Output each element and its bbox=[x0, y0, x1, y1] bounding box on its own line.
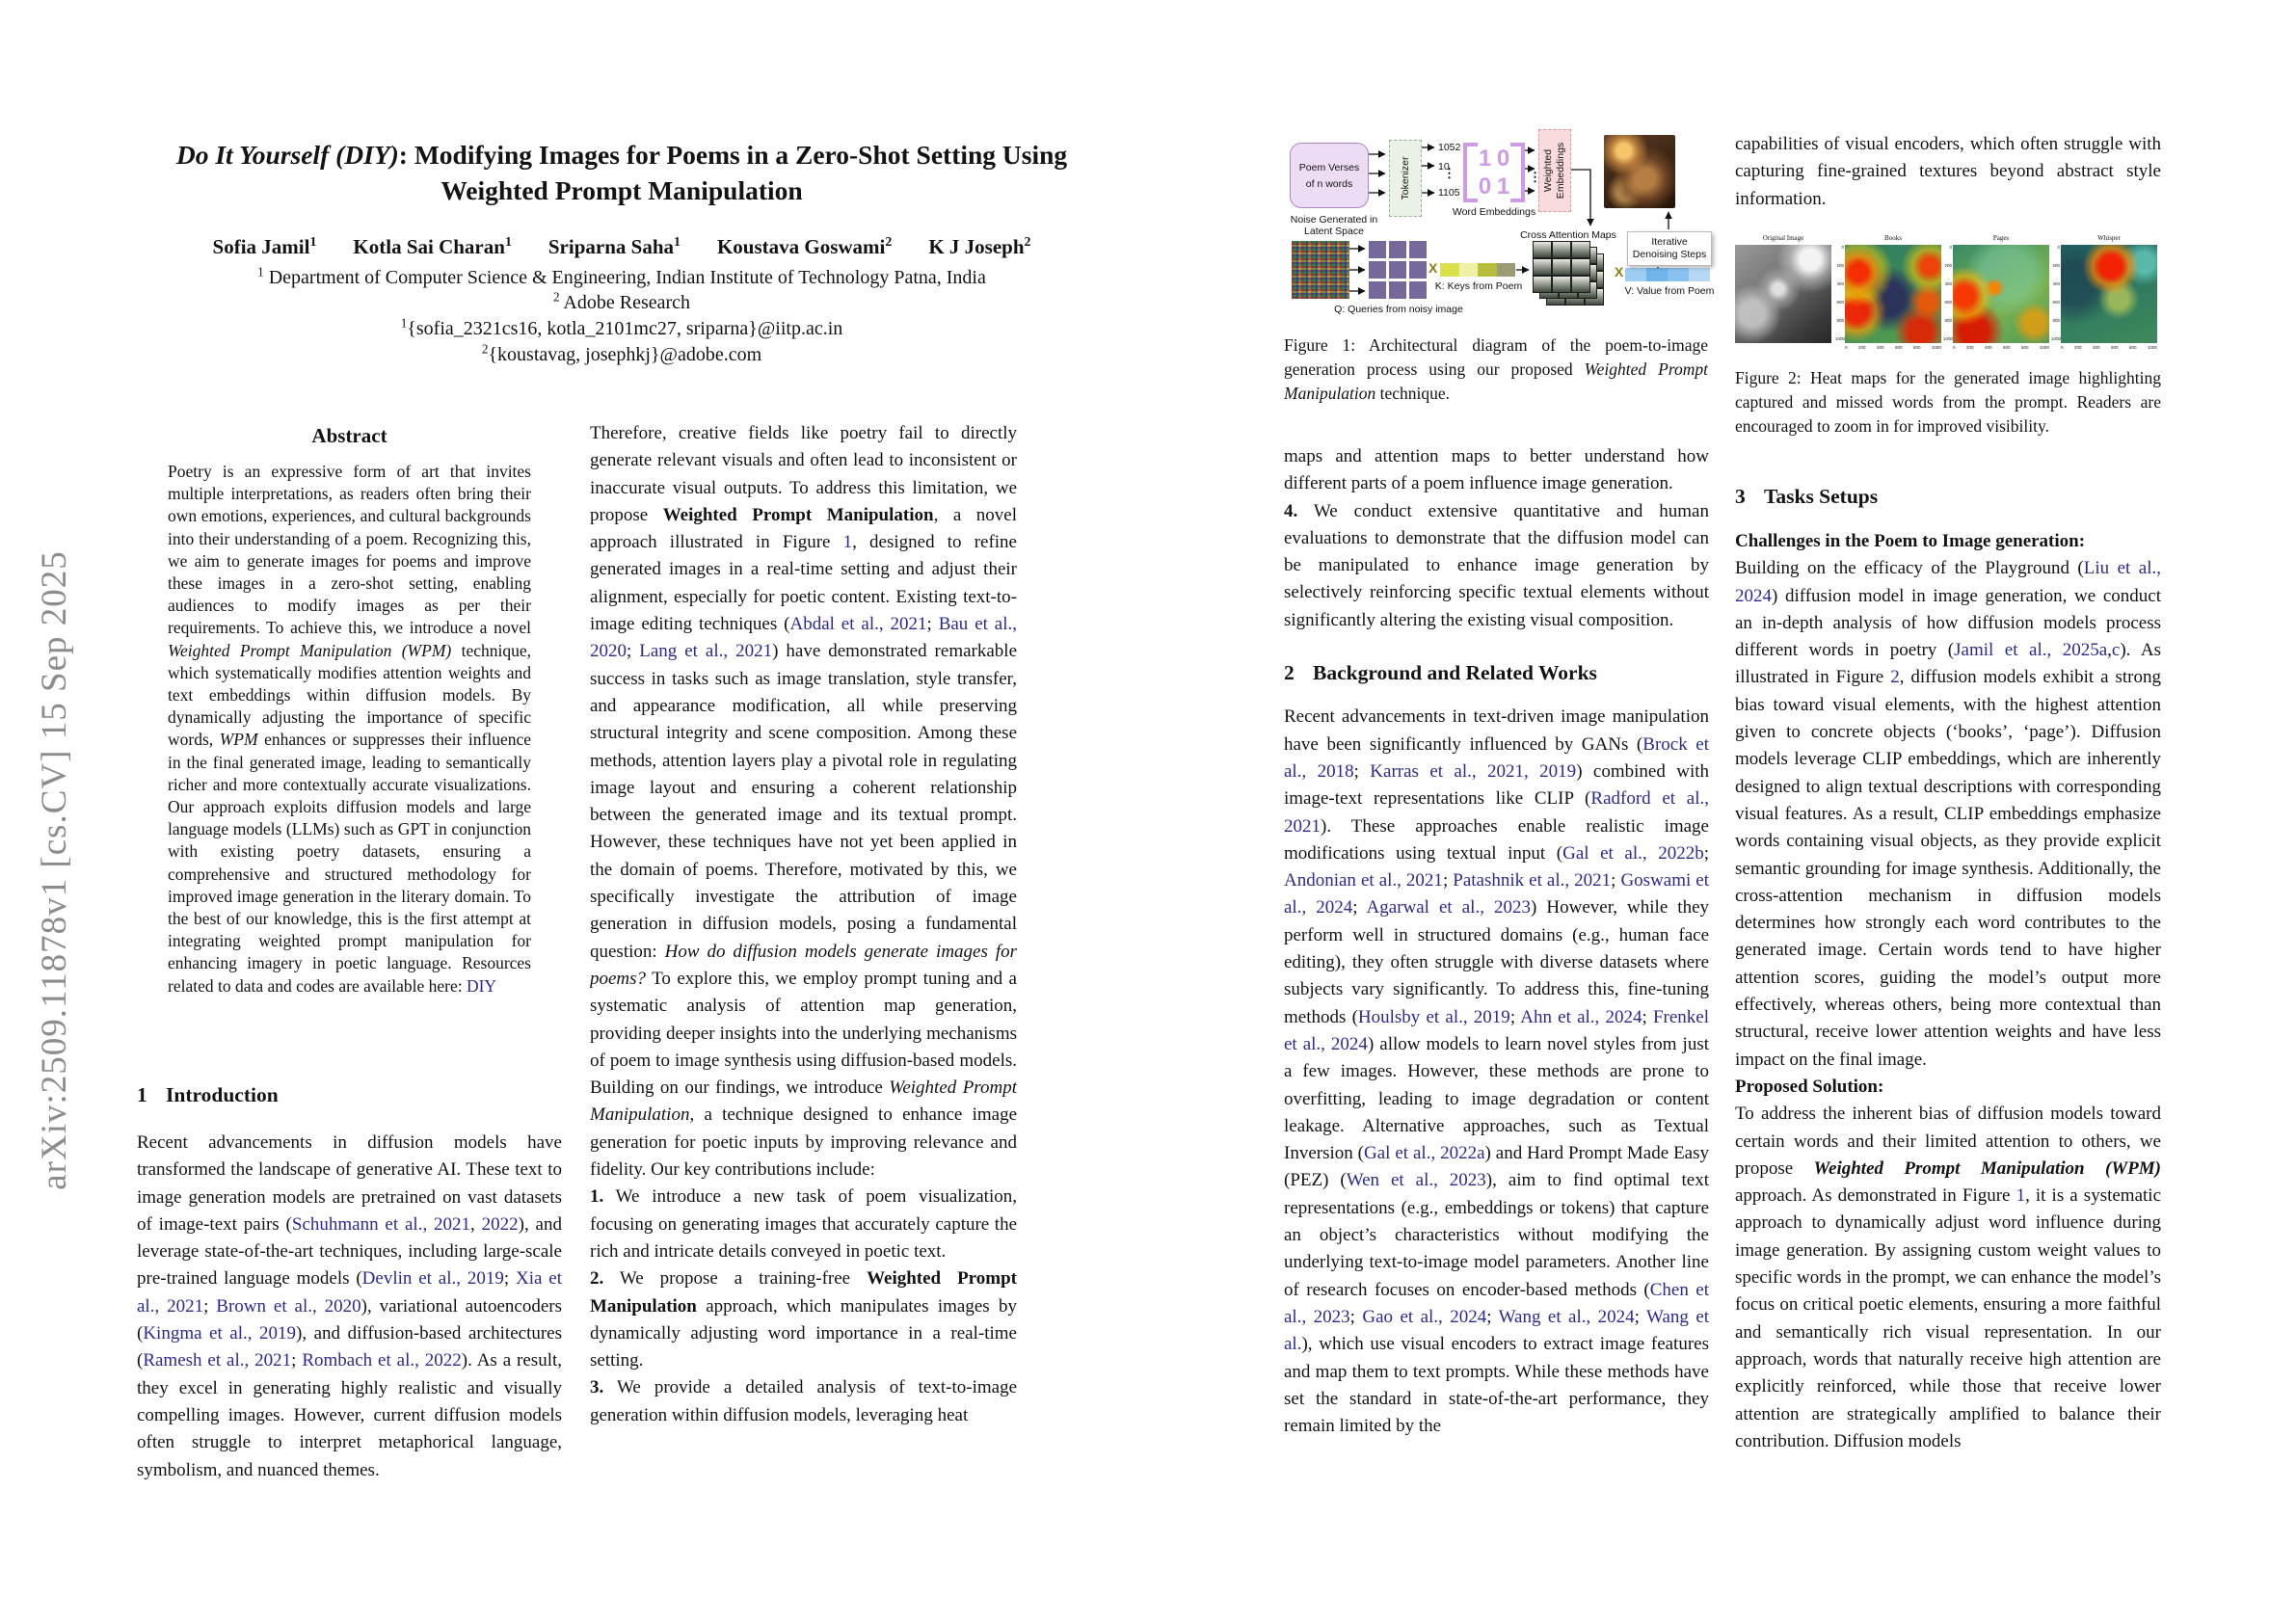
cross-attention-maps bbox=[1533, 241, 1614, 306]
section-2-heading: 2 Background and Related Works bbox=[1284, 661, 1597, 685]
poem-verses-box: Poem Verses of n words bbox=[1290, 143, 1369, 208]
citation-link[interactable]: Jamil et al., 2025a bbox=[1954, 640, 2108, 661]
citation-link[interactable]: c bbox=[2111, 640, 2121, 661]
contribution-4: 4. We conduct extensive quantitative and human evaluations to demonstrate that the diffusion model can be manipulated to enhance image generation by selectively reinforcing specific textual elements without significantly altering the existing visual composition. bbox=[1284, 500, 1709, 630]
challenges-heading: Challenges in the Poem to Image generation: bbox=[1735, 531, 2086, 551]
cross-attention-label: Cross Attention Maps bbox=[1520, 229, 1616, 241]
token-id: 1105 bbox=[1438, 187, 1460, 199]
axis-tick: 0 bbox=[1841, 245, 1844, 250]
contribution-2: 2. We propose a training-free Weighted Prompt Manipulation approach, which manipulates images by dynamically adjusting word importance in a real-time setting. bbox=[590, 1268, 1017, 1371]
abstract-heading: Abstract bbox=[311, 424, 387, 447]
noise-label: Noise Generated in Latent Space bbox=[1290, 214, 1378, 237]
bracket-icon bbox=[1510, 143, 1525, 202]
proposed-solution-heading: Proposed Solution: bbox=[1735, 1076, 1884, 1097]
author: Sofia Jamil$^1$ bbox=[212, 234, 317, 258]
contribution-3: 3. We provide a detailed analysis of text-to-image generation within diffusion models, leveraging heat bbox=[590, 1377, 1017, 1425]
axis-tick: 400 bbox=[2052, 281, 2060, 286]
citation-link[interactable]: Gao et al., 2024 bbox=[1362, 1306, 1487, 1327]
x-axis-ticks bbox=[2061, 345, 2157, 350]
pages-heatmap bbox=[1943, 245, 2049, 350]
axis-tick: 600 bbox=[1944, 300, 1952, 305]
section-3-heading: 3 Tasks Setups bbox=[1735, 485, 1879, 508]
axis-tick: 200 bbox=[2073, 345, 2082, 350]
citation-link[interactable]: 2022 bbox=[481, 1213, 519, 1235]
citation-link[interactable]: Rombach et al., 2022 bbox=[302, 1350, 462, 1371]
axis-tick: 800 bbox=[1836, 318, 1844, 323]
citation-link[interactable]: Xia et al., 2021 bbox=[137, 1268, 562, 1317]
author: Koustava Goswami$^2$ bbox=[716, 234, 893, 258]
citation-link[interactable]: 1 bbox=[842, 532, 853, 553]
axis-tick: 1000 bbox=[2147, 345, 2157, 350]
panel-title: Original Image bbox=[1762, 234, 1804, 242]
word-embeddings-label: Word Embeddings bbox=[1452, 206, 1536, 218]
citation-link[interactable]: Chen et al., 2023 bbox=[1284, 1279, 1709, 1327]
email-line-1: $^1${sofia_2321cs16, kotla_2101mc27, sriparna}@iitp.ac.in bbox=[400, 315, 843, 339]
author: K J Joseph$^2$ bbox=[928, 234, 1031, 258]
affiliation-2: $^2$ Adobe Research bbox=[552, 289, 691, 313]
axis-tick: 1000 bbox=[1931, 345, 1941, 350]
page2-column-2 bbox=[1735, 485, 2161, 1527]
axis-tick: 800 bbox=[2128, 345, 2137, 350]
x-axis-ticks bbox=[1953, 345, 2049, 350]
axis-tick: 400 bbox=[1984, 345, 1992, 350]
axis-tick: 800 bbox=[1912, 345, 1921, 350]
body-paragraph: capabilities of visual encoders, which often struggle with capturing fine-grained textures beyond abstract style information. bbox=[1735, 134, 2161, 209]
email-line-2: $^2${koustavag, josephkj}@adobe.com bbox=[481, 341, 762, 365]
panel-title: Books bbox=[1884, 234, 1902, 242]
iterative-denoising-box: Iterative Denoising Steps bbox=[1627, 231, 1712, 266]
citation-link[interactable]: Ahn et al., 2024 bbox=[1520, 1006, 1642, 1027]
values-bar bbox=[1625, 268, 1710, 281]
citation-link[interactable]: Wang et al. bbox=[1284, 1306, 1709, 1355]
axis-tick: 600 bbox=[2052, 300, 2060, 305]
figure2-panel-pages bbox=[1943, 233, 2049, 350]
citation-link[interactable]: 2 bbox=[1890, 667, 1900, 688]
axis-tick: 200 bbox=[1944, 263, 1952, 268]
axis-tick: 0 bbox=[2061, 345, 2064, 350]
token-id: 10 bbox=[1438, 161, 1450, 173]
axis-tick: 200 bbox=[1857, 345, 1866, 350]
axis-tick: 200 bbox=[1836, 263, 1844, 268]
citation-link[interactable]: Agarwal et al., 2023 bbox=[1366, 897, 1532, 918]
citation-link[interactable]: Andonian et al., 2021 bbox=[1284, 870, 1443, 891]
axis-tick: 200 bbox=[2052, 263, 2060, 268]
citation-link[interactable]: Gal et al., 2022a bbox=[1364, 1143, 1485, 1164]
panel-title: Whisper bbox=[2097, 234, 2121, 242]
ellipsis-icon bbox=[1443, 166, 1455, 181]
body-paragraph: Therefore, creative fields like poetry fail to directly generate relevant visuals and often lead to inconsistent or inaccurate visual outputs. To address this limitation, we propose Weighted Prompt Manipulation, a novel approach illustrated in Figure 1, designed to refine generated images in a real-time setting and adjust their alignment, especially for poetic content. Existing text-to-image editing techniques (Abdal et al., 2021; Bau et al., 2020; Lang et al., 2021) have demonstrated remarkable success in tasks such as image translation, style transfer, and appearance modification, all while preserving structural integrity and scene composition. Among these methods, attention layers play a pivotal role in regulating image layout and ensuring a coherent relationship between the generated image and its textual prompt. However, these techniques have not yet been applied in the domain of poems. Therefore, motivated by this, we specifically investigate the attribution of image generation in diffusion models, posing a fundamental question: How do diffusion models generate images for poems? To explore this, we employ prompt tuning and a systematic analysis of attention map generation, providing deeper insights into the underlying mechanisms of poem to image synthesis using diffusion-based models. Building on our findings, we introduce Weighted Prompt Manipulation, a technique designed to enhance image generation for poetic inputs by improving relevance and fidelity. Our key contributions include: bbox=[590, 423, 1017, 1181]
page1-column-1 bbox=[137, 420, 562, 1586]
citation-link[interactable]: Brown et al., 2020 bbox=[216, 1295, 361, 1317]
paper-title: Do It Yourself (DIY): Modifying Images for Poems in a Zero-Shot Setting Using Weighted Prompt Manipulation bbox=[175, 140, 1068, 205]
citation-link[interactable]: Ramesh et al., 2021 bbox=[143, 1350, 292, 1371]
citation-link[interactable]: Liu et al., 2024 bbox=[1735, 558, 2161, 606]
challenges-paragraph: Building on the efficacy of the Playground (Liu et al., 2024) diffusion model in image generation, we conduct an in-depth analysis of how diffusion models process different words in poetry (Jamil et al., 2025a,c). As illustrated in Figure 2, diffusion models exhibit a strong bias toward visual elements, with the highest attention given to concrete objects (‘books’, ‘page’). Diffusion models leverage CLIP embeddings, which are inherently designed to align textual descriptions with corresponding visual features. As a result, CLIP embeddings emphasize words containing visual objects, as they provide explicit semantic grounding for image synthesis. Additionally, the cross-attention mechanism in diffusion models determines how strongly each word contributes to the generated image. Certain words tend to have higher attention scores, guiding the model’s output more effectively, whereas others, being more contextual than structural, receive lower attention weights and have less impact on the final image. bbox=[1735, 558, 2161, 1070]
figure-2-caption: Figure 2: Heat maps for the generated image highlighting captured and missed words from the prompt. Readers are encouraged to zoom in for improved visibility. bbox=[1735, 368, 2161, 436]
citation-link[interactable]: Lang et al., 2021 bbox=[639, 641, 773, 662]
axis-tick: 400 bbox=[1944, 281, 1952, 286]
axis-tick: 200 bbox=[1965, 345, 1974, 350]
axis-tick: 600 bbox=[2002, 345, 2011, 350]
multiply-icon: X bbox=[1615, 264, 1624, 279]
citation-link[interactable]: 1 bbox=[2016, 1185, 2026, 1207]
axis-tick: 400 bbox=[2092, 345, 2100, 350]
axis-tick: 0 bbox=[1949, 245, 1952, 250]
citation-link[interactable]: Brock et al., 2018 bbox=[1284, 733, 1709, 782]
citation-link[interactable]: Radford et al., 2021 bbox=[1284, 788, 1709, 837]
token-id: 1052 bbox=[1438, 142, 1461, 153]
figure2-panel-books bbox=[1835, 233, 1941, 350]
axis-tick: 1000 bbox=[1835, 336, 1846, 341]
proposed-solution-paragraph: To address the inherent bias of diffusion models toward certain words and their limited attention to others, we propose Weighted Prompt Manipulation (WPM) approach. As demonstrated in Figure 1, it is a systematic approach to dynamically adjust word influence during image generation. By assigning custom weight values to specific words in the prompt, we can enhance the model’s focus on critical poetic elements, ensuring a more faithful and semantically rich visual representation. In our approach, words that naturally receive high attention are explicitly reinforced, while those that receive lower attention are strategically amplified to balance their contribution. Diffusion models bbox=[1735, 1104, 2161, 1451]
citation-link[interactable]: Goswami et al., 2024 bbox=[1284, 870, 1709, 918]
author: Kotla Sai Charan$^1$ bbox=[353, 234, 512, 258]
axis-tick: 0 bbox=[1845, 345, 1848, 350]
x-axis-ticks bbox=[1845, 345, 1941, 350]
keys-label: K: Keys from Poem bbox=[1434, 280, 1523, 292]
affiliation-1: $^1$ Department of Computer Science & Engineering, Indian Institute of Technology Patna, India bbox=[257, 264, 986, 288]
axis-tick: 1000 bbox=[1943, 336, 1954, 341]
citation-link[interactable]: Karras et al., 2021, 2019 bbox=[1370, 760, 1577, 782]
author: Sriparna Saha$^1$ bbox=[547, 234, 681, 258]
contribution-1: 1. We introduce a new task of poem visualization, focusing on generating images that accurately capture the rich and intricate details conveyed in poetic text. bbox=[590, 1186, 1017, 1262]
axis-tick: 800 bbox=[2052, 318, 2060, 323]
author-list bbox=[135, 235, 1108, 259]
axis-tick: 800 bbox=[1944, 318, 1952, 323]
abstract-body: Poetry is an expressive form of art that invites multiple interpretations, as readers often bring their own emotions, experiences, and cultural backgrounds into their understanding of a poem. Recognizing this, we aim to generate images for poems and improve these images in a zero-shot setting, enabling audiences to modify images as per their requirements. To achieve this, we introduce a novel Weighted Prompt Manipulation (WPM) technique, which systematically modifies attention weights and text embeddings within diffusion models. By dynamically adjusting the importance of specific words, WPM enhances or suppresses their influence in the final generated image, leading to semantically richer and more contextually accurate visualizations. Our approach exploits diffusion models and large language models (LLMs) such as GPT in conjunction with existing poetry datasets, ensuring a comprehensive and structured methodology for improved image generation in the literary domain. To the best of our knowledge, this is the first attempt at integrating weighted prompt manipulation for enhancing imagery in poetic language. Resources related to data and codes are available here: DIY bbox=[168, 462, 532, 996]
page2-column-2-top bbox=[1735, 131, 2161, 220]
y-axis-ticks bbox=[1835, 245, 1844, 341]
axis-tick: 600 bbox=[1836, 300, 1844, 305]
intro-paragraph: Recent advancements in diffusion models have transformed the landscape of generative AI. These text to image generation models are pretrained on vast datasets of image-text pairs (Schuhmann et al., 2021, 2022), and leverage state-of-the-art techniques, including large-scale pre-trained language models (Devlin et al., 2019; Xia et al., 2021; Brown et al., 2020), variational autoencoders (Kingma et al., 2019), and diffusion-based architectures (Ramesh et al., 2021; Rombach et al., 2022). As a result, they excel in generating highly realistic and visually compelling images. However, current diffusion models often struggle to interpret metaphorical language, symbolism, and nuanced themes. bbox=[137, 1132, 562, 1480]
tokenizer-box: Tokenizer bbox=[1389, 140, 1422, 217]
section-1-heading: 1 Introduction bbox=[137, 1083, 279, 1106]
y-axis-ticks bbox=[1943, 245, 1952, 341]
citation-link[interactable]: Frenkel et al., 2024 bbox=[1284, 1006, 1709, 1054]
page1-column-2 bbox=[590, 420, 1017, 1527]
generated-image bbox=[1604, 135, 1675, 208]
citation-link[interactable]: Houlsby et al., 2019 bbox=[1357, 1006, 1510, 1027]
axis-tick: 1000 bbox=[2039, 345, 2049, 350]
noise-image bbox=[1292, 241, 1349, 299]
background-paragraph: Recent advancements in text-driven image manipulation have been significantly influenced by GANs (Brock et al., 2018; Karras et al., 2021, 2019) combined with image-text representations like CLIP (Radford et al., 2021). These approaches enable realistic image modifications using textual input (Gal et al., 2022b; Andonian et al., 2021; Patashnik et al., 2021; Goswami et al., 2024; Agarwal et al., 2023) However, while they perform well in structured domains (e.g., human face editing), they often struggle with diverse datasets where subjects vary significantly. To address this, fine-tuning methods (Houlsby et al., 2019; Ahn et al., 2024; Frenkel et al., 2024) allow models to learn novel styles from just a few images. However, these methods are prone to overfitting, leading to image degradation or content leakage. Alternative approaches, such as Textual Inversion (Gal et al., 2022a) and Hard Prompt Made Easy (PEZ) (Wen et al., 2023), aim to find optimal text representations (e.g., embeddings or tokens) that capture an object’s characteristics without modifying the underlying text-to-image model parameters. Another line of research focuses on encoder-based methods (Chen et al., 2023; Gao et al., 2024; Wang et al., 2024; Wang et al.), which use visual encoders to extract image features and map them to text prompts. While these methods have set the standard in state-of-the-art performance, they remain limited by the bbox=[1284, 706, 1709, 1437]
figure2-panel-original bbox=[1735, 233, 1831, 343]
citation-link[interactable]: Devlin et al., 2019 bbox=[361, 1268, 504, 1290]
weighted-embeddings-box: Weighted Embeddings bbox=[1538, 129, 1571, 212]
citation-link[interactable]: Gal et al., 2022b bbox=[1562, 842, 1704, 864]
figure-1-diagram bbox=[1284, 123, 1714, 322]
books-heatmap bbox=[1835, 245, 1941, 350]
axis-tick: 400 bbox=[1836, 281, 1844, 286]
figure-1-caption: Figure 1: Architectural diagram of the poem-to-image generation process using our proposed Weighted Prompt Manipulation technique. bbox=[1284, 335, 1708, 403]
axis-tick: 0 bbox=[1953, 345, 1956, 350]
axis-tick: 0 bbox=[2057, 245, 2060, 250]
original-image bbox=[1735, 245, 1831, 343]
citation-link[interactable]: Wang et al., 2024 bbox=[1498, 1306, 1635, 1327]
whisper-heatmap bbox=[2051, 245, 2157, 350]
panel-title: Pages bbox=[1992, 234, 2010, 242]
citation-link[interactable]: Abdal et al., 2021 bbox=[789, 614, 927, 635]
keys-bar bbox=[1440, 263, 1515, 277]
axis-tick: 600 bbox=[1894, 345, 1903, 350]
citation-link[interactable]: Wen et al., 2023 bbox=[1346, 1170, 1486, 1191]
figure2-panel-whisper bbox=[2051, 233, 2157, 350]
queries-label: Q: Queries from noisy image bbox=[1334, 304, 1463, 315]
arxiv-watermark: arXiv:2509.11878v1 [cs.CV] 15 Sep 2025 bbox=[35, 550, 74, 1190]
query-grid bbox=[1369, 241, 1427, 299]
multiply-icon: X bbox=[1428, 260, 1438, 276]
word-embeddings-matrix: 1 0 0 1 bbox=[1463, 143, 1525, 202]
citation-link[interactable]: DIY bbox=[466, 975, 497, 996]
axis-tick: 400 bbox=[1876, 345, 1884, 350]
citation-link[interactable]: Bau et al., 2020 bbox=[590, 614, 1017, 662]
body-paragraph: maps and attention maps to better understand how different parts of a poem influence image generation. bbox=[1284, 446, 1709, 494]
y-axis-ticks bbox=[2051, 245, 2060, 341]
page2-column-1 bbox=[1284, 443, 1709, 1527]
citation-link[interactable]: Kingma et al., 2019 bbox=[143, 1323, 297, 1344]
axis-tick: 600 bbox=[2110, 345, 2119, 350]
values-label: V: Value from Poem bbox=[1624, 285, 1715, 297]
figure-2 bbox=[1735, 233, 2161, 360]
citation-link[interactable]: Schuhmann et al., 2021 bbox=[291, 1213, 471, 1235]
axis-tick: 800 bbox=[2020, 345, 2029, 350]
citation-link[interactable]: Patashnik et al., 2021 bbox=[1453, 870, 1612, 891]
axis-tick: 1000 bbox=[2051, 336, 2062, 341]
